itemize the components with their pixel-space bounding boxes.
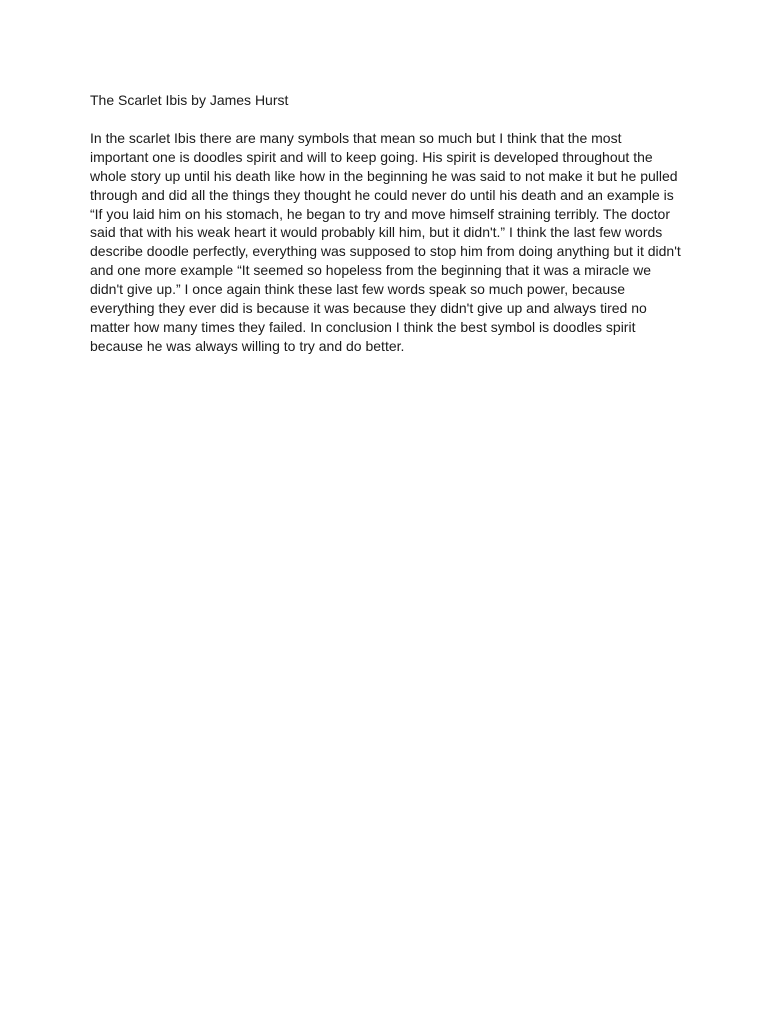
document-title: The Scarlet Ibis by James Hurst <box>90 92 289 108</box>
document-paragraph: In the scarlet Ibis there are many symbols that mean so much but I think that the most important one is doodles spirit and will to keep going. His spirit is developed throughout the whole story up until his death like how in the beginning he was said to not make it but he pulled through and did all the things they thought he could never do until his death and an example is “If you laid him on his stomach, he began to try and move himself straining terribly. The doctor said that with his weak heart it would probably kill him, but it didn't.” I think the last few words describe doodle perfectly, everything was supposed to stop him from doing anything but it didn't and one more example “It seemed so hopeless from the beginning that it was a miracle we didn't give up.” I once again think these last few words speak so much power, because everything they ever did is because it was because they didn't give up and always tired no matter how many times they failed. In conclusion I think the best symbol is doodles spirit because he was always willing to try and do better. <box>90 129 681 354</box>
document-body <box>90 91 682 356</box>
